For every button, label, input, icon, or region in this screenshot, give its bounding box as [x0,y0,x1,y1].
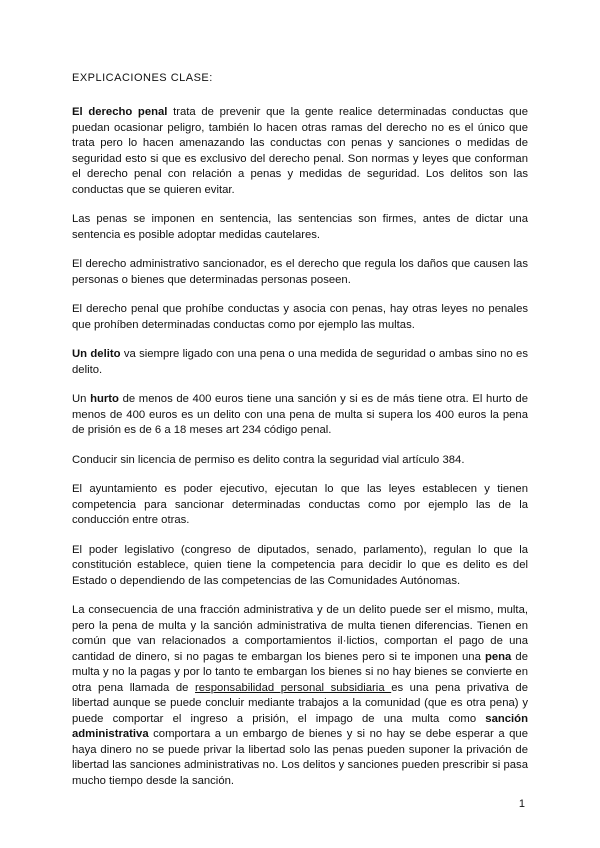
term-hurto: hurto [90,393,119,405]
paragraph-poder-legislativo: El poder legislativo (congreso de diputados, senado, parlamento), regulan lo que la constitución establece, quien tiene la competencia para decidir lo que es delito es del Estado o dependiendo de las competencias de las Comunidades Autónomas. [72,543,528,587]
term-pena: pena [484,650,512,663]
term-sancion-administrativa: sanción administrativa [72,712,528,740]
paragraph-hurto: Un hurto de menos de 400 euros tiene una sanción y si es de más tiene otra. El hurto de menos de 400 euros es un delito con una pena de multa si supera los 400 euros la pena de prisión es de 6 a 18 meses art 234 código penal. [72,393,528,436]
paragraph-derecho-administrativo: El derecho administrativo sancionador, es el derecho que regula los daños que causen las personas o bienes que determinadas personas poseen. [72,258,528,286]
paragraph-consecuencia: La consecuencia de una fracción administrativa y de un delito puede ser el mismo, multa, pero la pena de multa y la sanción administrativa de multa tienen diferencias. Tienen en común que van relacionados a comportamientos il·lictios, comportan el pago de una cantidad de dinero, si no pagas te embargan los bienes pero si te imponen una pena de multa y no la pagas y por lo tanto te embargan los bienes si no hay bienes se convierte en otra pena llamada de responsabilidad personal subsidiaria es una pena privativa de libertad aunque se puede concluir mediante trabajos a la comunidad (que es otra pena) y puede comportar el ingreso a prisión, el impago de una multa como sanción administrativa comportara a un embargo de bienes y si no hay se debe esperar a que haya dinero no se puede privar la libertad solo las penas pueden suponer la privación de libertad las sanciones administrativas no. Los delitos y sanciones pueden prescribir si pasa mucho tiempo desde la sanción. [72,604,528,787]
paragraph-conductas-prohibidas: El derecho penal que prohíbe conductas y asocia con penas, hay otras leyes no penales que prohíben determinadas conductas como por ejemplo las multas. [72,303,528,331]
paragraph-ayuntamiento: El ayuntamiento es poder ejecutivo, ejecutan lo que las leyes establecen y tienen competencia para sancionar determinadas conductas como por ejemplo las de la conducción entre otras. [72,483,528,526]
page-number: 1 [518,798,525,810]
page-heading: EXPLICACIONES CLASE: [72,72,213,84]
term-derecho-penal: El derecho penal [72,106,168,118]
paragraph-derecho-penal: El derecho penal trata de prevenir que la gente realice determinadas conductas que puedan ocasionar peligro, también lo hacen otras ramas del derecho no es el único que trata pero lo hacen amenazando las conductas con penas y sanciones o medidas de seguridad esto si que es exclusivo del derecho penal. Son normas y leyes que conforman el derecho penal con relación a penas y medidas de seguridad. Los delitos son las conductas que se quieren evitar. [72,106,529,196]
paragraph-conducir: Conducir sin licencia de permiso es delito contra la seguridad vial artículo 384. [72,453,465,466]
term-delito: Un delito [72,348,121,360]
underlined-term: responsabilidad personal subsidiaria [195,681,392,694]
paragraph-penas: Las penas se imponen en sentencia, las sentencias son firmes, antes de dictar una sentencia es posible adoptar medidas cautelares. [72,213,528,241]
paragraph-delito: Un delito va siempre ligado con una pena o una medida de seguridad o ambas sino no es delito. [72,348,528,376]
